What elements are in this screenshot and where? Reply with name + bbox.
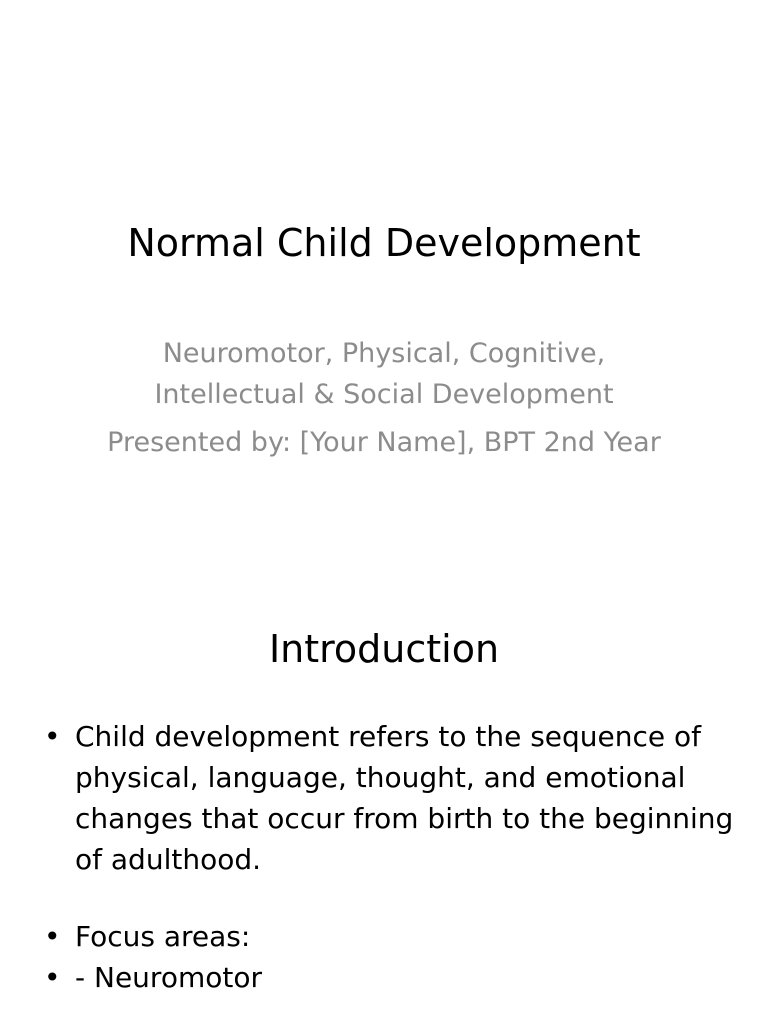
- bullet-icon: •: [44, 961, 61, 994]
- bullet-icon: •: [44, 920, 61, 953]
- subtitle-topics: Neuromotor, Physical, Cognitive, Intellectual & Social Development: [154, 338, 614, 410]
- introduction-slide: [0, 576, 768, 1024]
- subtitle-block: [84, 333, 684, 470]
- bullet-list: [44, 716, 734, 998]
- presenter-line: Presented by: [Your Name], BPT 2nd Year: [107, 427, 661, 458]
- bullet-text: - Neuromotor: [75, 961, 262, 994]
- slide-title: Introduction: [268, 627, 500, 671]
- list-item: [44, 916, 734, 957]
- bullet-text: Child development refers to the sequence of physical, language, thought, and emotional changes that occur from birth to the beginning of adulthood.: [75, 720, 734, 876]
- list-item: [44, 957, 734, 998]
- bullet-icon: •: [44, 720, 61, 753]
- bullet-text: Focus areas:: [75, 920, 251, 953]
- list-item: [44, 716, 734, 880]
- presentation-title: Normal Child Development: [127, 221, 641, 265]
